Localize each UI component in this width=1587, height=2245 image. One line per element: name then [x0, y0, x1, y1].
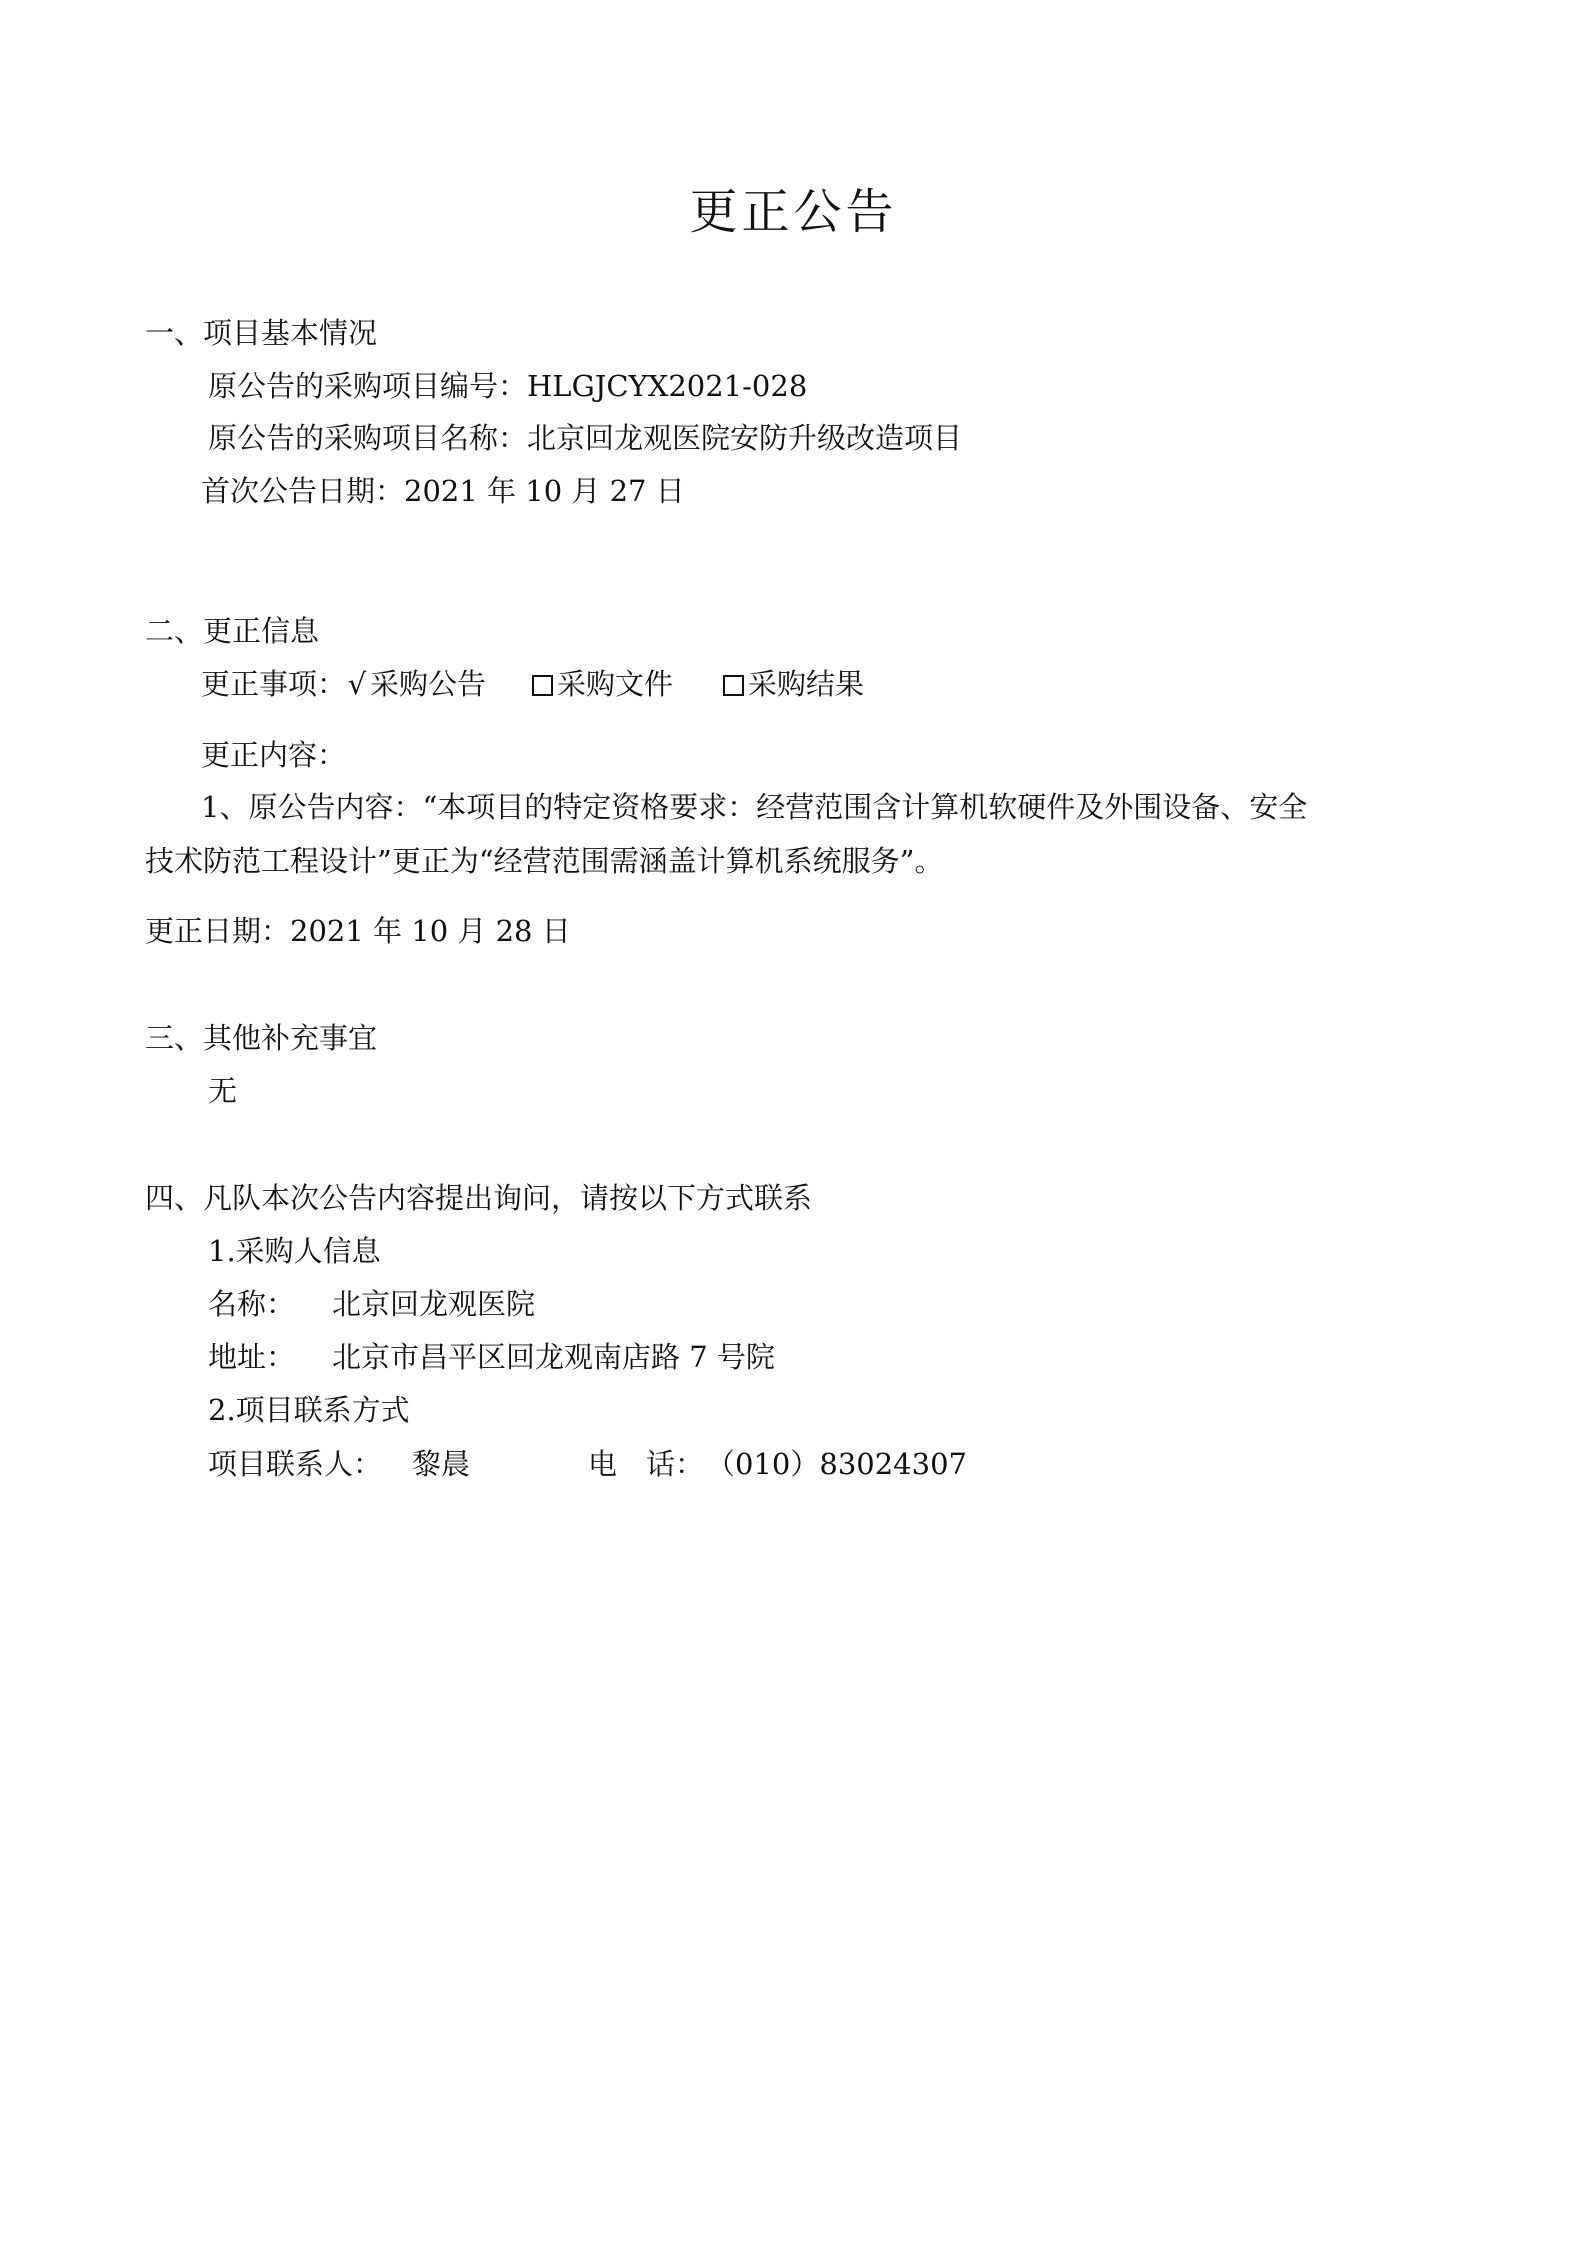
correction-date-label: 更正日期： [145, 914, 291, 948]
original-project-name-label: 原公告的采购项目名称： [208, 421, 528, 455]
correction-items-row [201, 664, 864, 704]
section-heading-other-matters: 三、其他补充事宜 [145, 1021, 378, 1055]
contact-person-value: 黎晨 [412, 1447, 471, 1481]
empty-checkbox-icon [723, 675, 744, 696]
option-procurement-results-label: 采购结果 [748, 667, 865, 701]
option-procurement-documents [532, 664, 673, 704]
purchaser-info-heading: 1.采购人信息 [208, 1234, 381, 1268]
purchaser-address-label: 地址： [208, 1340, 296, 1374]
page-title: 更正公告 [689, 184, 898, 240]
correction-content-line-2: 技术防范工程设计”更正为“经营范围需涵盖计算机系统服务”。 [145, 844, 944, 878]
section-heading-correction-info: 二、更正信息 [145, 614, 320, 648]
purchaser-name-label: 名称： [208, 1287, 296, 1321]
purchaser-name-value: 北京回龙观医院 [332, 1287, 536, 1321]
first-notice-date-label: 首次公告日期： [201, 474, 405, 508]
section-heading-contact: 四、凡队本次公告内容提出询问，请按以下方式联系 [145, 1181, 813, 1215]
correction-date-row [145, 911, 571, 951]
correction-content-label: 更正内容： [201, 738, 347, 772]
project-contact-row [208, 1444, 967, 1484]
correction-items-label: 更正事项： [201, 667, 347, 701]
original-project-number-row [208, 366, 807, 406]
option-procurement-notice [346, 664, 486, 704]
correction-date-value: 2021 年 10 月 28 日 [290, 914, 571, 948]
contact-person-label: 项目联系人： [208, 1447, 383, 1481]
option-procurement-documents-label: 采购文件 [557, 667, 674, 701]
checkmark-icon: √ [347, 667, 367, 701]
original-project-number-label: 原公告的采购项目编号： [208, 369, 528, 403]
original-project-name-value: 北京回龙观医院安防升级改造项目 [527, 421, 963, 455]
option-procurement-notice-label: 采购公告 [370, 667, 487, 701]
section-heading-basic-info: 一、项目基本情况 [145, 316, 378, 350]
original-project-number-value: HLGJCYX2021-028 [527, 369, 808, 403]
project-contact-heading: 2.项目联系方式 [208, 1393, 410, 1427]
option-procurement-results [723, 664, 864, 704]
phone-value: （010）83024307 [706, 1447, 967, 1481]
first-notice-date-row [201, 471, 685, 511]
phone-label: 电 话： [588, 1447, 705, 1481]
purchaser-address-value: 北京市昌平区回龙观南店路 7 号院 [332, 1340, 775, 1374]
purchaser-name-row [208, 1284, 535, 1324]
other-matters-body: 无 [208, 1074, 238, 1108]
first-notice-date-value: 2021 年 10 月 27 日 [404, 474, 685, 508]
correction-content-line-1: 1、原公告内容：“本项目的特定资格要求：经营范围含计算机软硬件及外围设备、安全 [201, 790, 1308, 824]
empty-checkbox-icon [532, 675, 553, 696]
purchaser-address-row [208, 1337, 775, 1377]
original-project-name-row [208, 418, 962, 458]
